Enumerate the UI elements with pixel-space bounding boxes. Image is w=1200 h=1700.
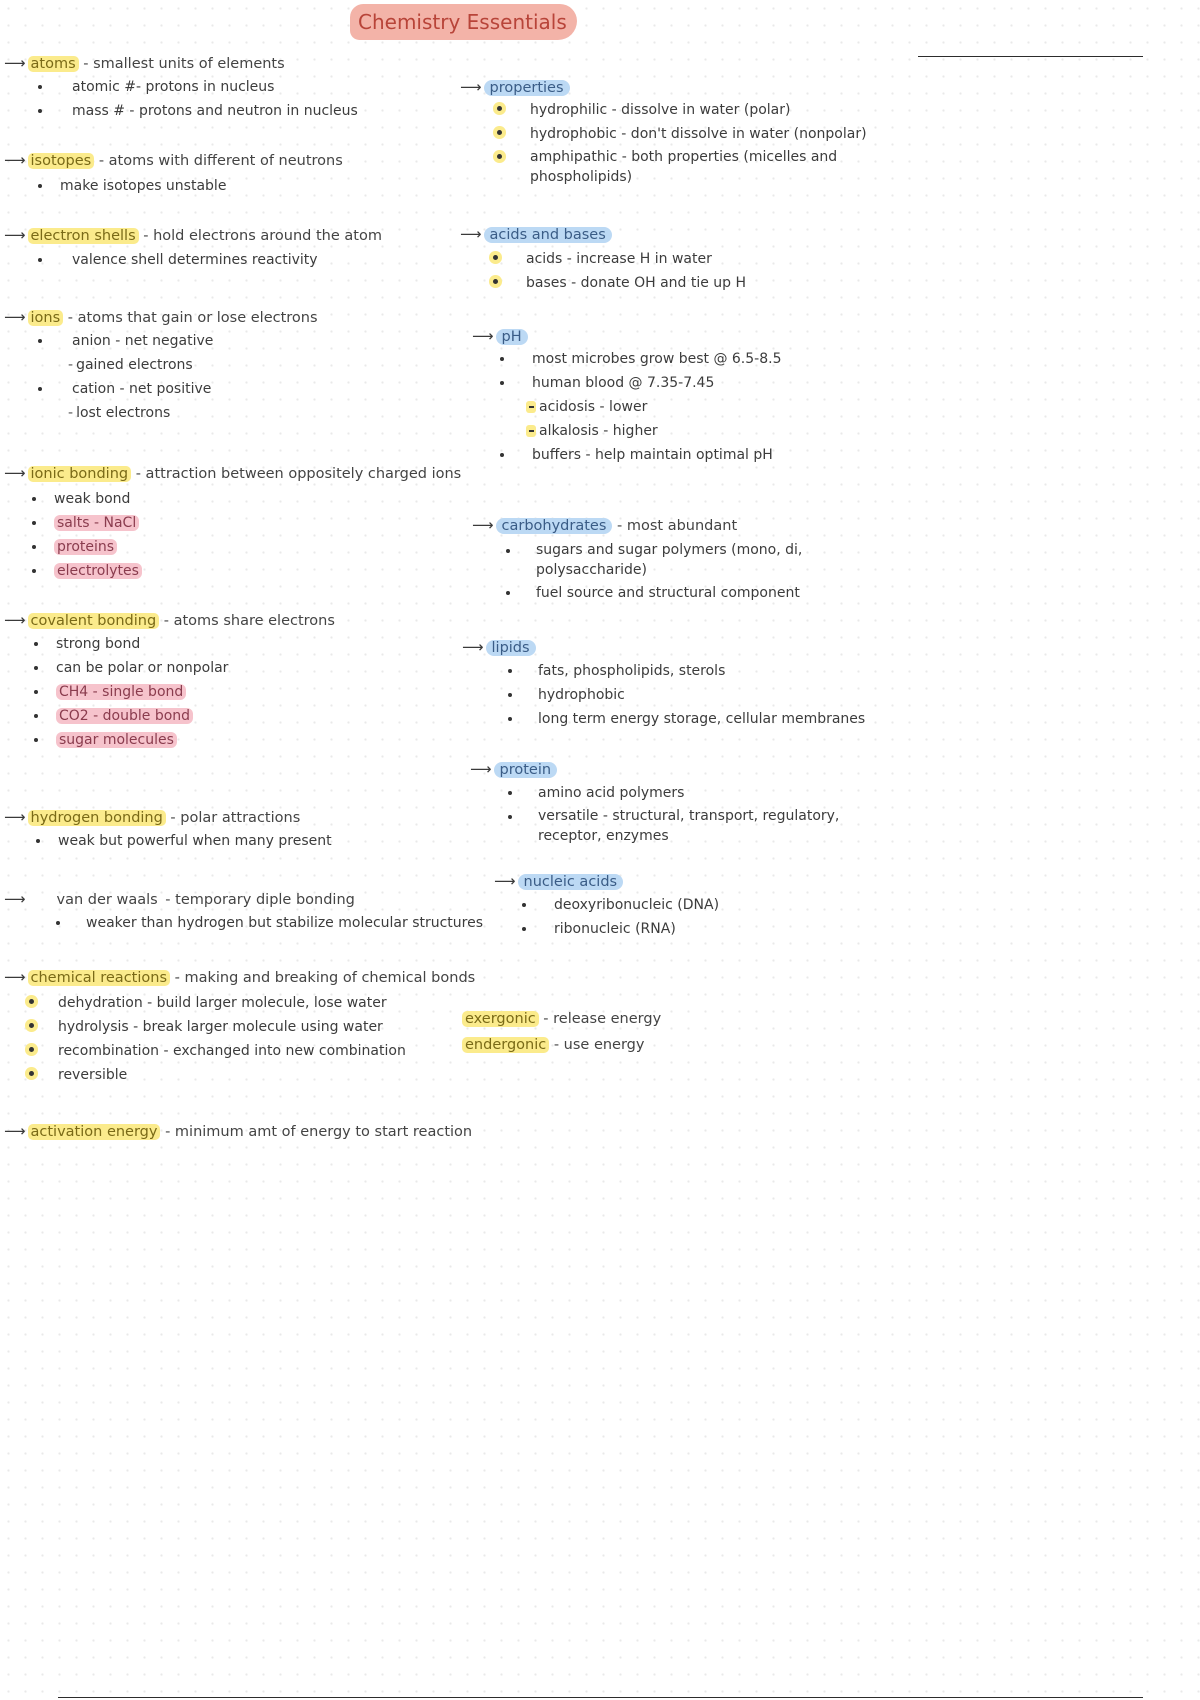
list-acids-and-bases: [490, 248, 746, 296]
arrow-icon: ⟶: [472, 516, 494, 534]
heading-lipids: [462, 636, 536, 659]
arrow-icon: ⟶: [470, 760, 492, 778]
list-chemical-reactions: [26, 992, 406, 1088]
heading-van-der-waals: [4, 888, 355, 911]
list-hydrogen-bonding: [32, 830, 332, 854]
list-item: reversible: [26, 1064, 406, 1086]
list-item: [30, 681, 228, 703]
list-item: [30, 657, 228, 679]
list-item: long term energy storage, cellular membranes: [504, 708, 865, 730]
heading-activation-energy: [4, 1120, 472, 1143]
arrow-icon: ⟶: [460, 78, 482, 96]
list-covalent-bonding: [30, 633, 228, 753]
arrow-icon: ⟶: [4, 1122, 26, 1140]
term-exergonic-line: [462, 1008, 661, 1030]
arrow-icon: ⟶: [4, 611, 26, 629]
list-item-text: gained electrons: [76, 357, 193, 373]
list-item: [30, 633, 228, 655]
term-endergonic-line: [462, 1034, 644, 1056]
term-ions: ions: [28, 310, 64, 326]
arrow-icon: ⟶: [4, 226, 26, 244]
list-item: [34, 354, 213, 376]
def-hydrogen-bonding: - polar attractions: [165, 810, 301, 826]
list-properties: [494, 99, 914, 189]
list-item-text: sugar molecules: [56, 732, 177, 748]
def-endergonic: - use energy: [549, 1037, 645, 1053]
heading-protein: [470, 758, 557, 781]
term-lipids: lipids: [486, 640, 536, 656]
list-item: acids - increase H in water: [490, 248, 746, 270]
arrow-icon: ⟶: [494, 872, 516, 890]
list-van-der-waals: [52, 912, 483, 936]
term-activation-energy: activation energy: [28, 1124, 161, 1140]
list-item: hydrophilic - dissolve in water (polar): [494, 99, 914, 121]
def-ionic-bonding: - attraction between oppositely charged ions: [131, 466, 462, 482]
term-isotopes: isotopes: [28, 153, 95, 169]
list-item: [30, 705, 228, 727]
list-item: [28, 512, 142, 534]
page-title: Chemistry Essentials: [350, 4, 577, 40]
list-item: sugars and sugar polymers (mono, di, polysaccharide): [502, 540, 862, 580]
def-van-der-waals: - temporary diple bonding: [160, 892, 355, 908]
list-item-text: electrolytes: [54, 563, 142, 579]
list-electron-shells: [34, 249, 318, 273]
term-covalent-bonding: covalent bonding: [28, 613, 160, 629]
arrow-icon: ⟶: [460, 225, 482, 243]
def-ions: - atoms that gain or lose electrons: [63, 310, 318, 326]
list-item: [28, 536, 142, 558]
list-item-text: proteins: [54, 539, 117, 555]
term-properties: properties: [484, 80, 570, 96]
arrow-icon: ⟶: [4, 151, 26, 169]
list-item: ribonucleic (RNA): [518, 918, 719, 940]
heading-ph: [472, 325, 528, 348]
list-item-text: weak bond: [54, 491, 131, 507]
heading-acids-and-bases: [460, 223, 612, 246]
arrow-icon: ⟶: [4, 308, 26, 326]
heading-covalent-bonding: [4, 609, 335, 632]
term-endergonic: endergonic: [462, 1037, 549, 1053]
list-item: versatile - structural, transport, regulatory, receptor, enzymes: [504, 806, 904, 846]
list-item: mass # - protons and neutron in nucleus: [34, 100, 358, 122]
arrow-icon: ⟶: [4, 968, 26, 986]
list-item: fuel source and structural component: [502, 582, 862, 604]
term-ph: pH: [496, 329, 528, 345]
list-item: [28, 488, 142, 510]
bottom-rule: [58, 1697, 1143, 1698]
list-item: [496, 420, 781, 442]
def-electron-shells: - hold electrons around the atom: [138, 228, 382, 244]
list-item: hydrolysis - break larger molecule using water: [26, 1016, 406, 1038]
dash-icon: [526, 425, 536, 437]
list-item: cation - net positive: [34, 378, 213, 400]
arrow-icon: ⟶: [462, 638, 484, 656]
dash-icon: -: [68, 357, 74, 373]
list-item: recombination - exchanged into new combination: [26, 1040, 406, 1062]
def-atoms: - smallest units of elements: [78, 56, 285, 72]
term-hydrogen-bonding: hydrogen bonding: [28, 810, 166, 826]
heading-properties: [460, 76, 570, 99]
list-item: deoxyribonucleic (DNA): [518, 894, 719, 916]
def-covalent-bonding: - atoms share electrons: [159, 613, 335, 629]
list-item: bases - donate OH and tie up H: [490, 272, 746, 294]
term-nucleic-acids: nucleic acids: [518, 874, 624, 890]
list-item: weak but powerful when many present: [32, 830, 332, 852]
term-ionic-bonding: ionic bonding: [28, 466, 132, 482]
heading-atoms: [4, 52, 285, 75]
term-atoms: atoms: [28, 56, 79, 72]
def-chemical-reactions: - making and breaking of chemical bonds: [170, 970, 476, 986]
arrow-icon: ⟶: [4, 54, 26, 72]
list-item-text: CH4 - single bond: [56, 684, 186, 700]
list-item: make isotopes unstable: [34, 175, 226, 197]
term-acids-and-bases: acids and bases: [484, 227, 612, 243]
heading-electron-shells: [4, 224, 382, 247]
list-item: [496, 396, 781, 418]
def-carbohydrates: - most abundant: [612, 518, 738, 534]
list-item: dehydration - build larger molecule, lose water: [26, 992, 406, 1014]
list-item-text: alkalosis - higher: [539, 423, 658, 439]
list-item: human blood @ 7.35-7.45: [496, 372, 781, 394]
list-item: fats, phospholipids, sterols: [504, 660, 865, 682]
list-item: valence shell determines reactivity: [34, 249, 318, 271]
heading-nucleic-acids: [494, 870, 623, 893]
term-exergonic: exergonic: [462, 1011, 539, 1027]
heading-hydrogen-bonding: [4, 806, 300, 829]
list-ionic-bonding: [28, 488, 142, 584]
term-chemical-reactions: chemical reactions: [28, 970, 170, 986]
list-item: [34, 402, 213, 424]
list-isotopes: [34, 175, 226, 199]
list-item-text: strong bond: [56, 636, 141, 652]
term-carbohydrates: carbohydrates: [496, 518, 613, 534]
list-lipids: [504, 660, 865, 732]
list-item: amphipathic - both properties (micelles and phospholipids): [494, 147, 914, 187]
def-isotopes: - atoms with different of neutrons: [94, 153, 343, 169]
heading-carbohydrates: [472, 514, 737, 537]
list-item: atomic #- protons in nucleus: [34, 76, 358, 98]
list-item: hydrophobic: [504, 684, 865, 706]
arrow-icon: ⟶: [4, 890, 26, 908]
top-right-rule: [918, 56, 1143, 57]
list-item: weaker than hydrogen but stabilize molecular structures: [52, 912, 483, 934]
list-item: buffers - help maintain optimal pH: [496, 444, 781, 466]
term-electron-shells: electron shells: [28, 228, 139, 244]
heading-ions: [4, 306, 318, 329]
heading-ionic-bonding: [4, 462, 461, 485]
list-item-text: can be polar or nonpolar: [56, 660, 229, 676]
list-item: [28, 560, 142, 582]
heading-isotopes: [4, 149, 343, 172]
list-item: anion - net negative: [34, 330, 213, 352]
list-item-text: CO2 - double bond: [56, 708, 193, 724]
term-protein: protein: [494, 762, 558, 778]
dash-icon: -: [68, 405, 74, 421]
list-nucleic-acids: [518, 894, 719, 942]
list-item: [30, 729, 228, 751]
list-atoms: [34, 76, 358, 124]
list-ph: [496, 348, 781, 468]
list-protein: [504, 782, 904, 848]
arrow-icon: ⟶: [472, 327, 494, 345]
list-item: most microbes grow best @ 6.5-8.5: [496, 348, 781, 370]
list-item: amino acid polymers: [504, 782, 904, 804]
arrow-icon: ⟶: [4, 808, 26, 826]
def-activation-energy: - minimum amt of energy to start reaction: [160, 1124, 473, 1140]
arrow-icon: ⟶: [4, 464, 26, 482]
list-ions: [34, 330, 213, 426]
heading-chemical-reactions: [4, 966, 475, 989]
list-item-text: acidosis - lower: [539, 399, 648, 415]
list-item: hydrophobic - don't dissolve in water (nonpolar): [494, 123, 914, 145]
term-van-der-waals: van der waals: [56, 892, 158, 908]
list-item-text: lost electrons: [76, 405, 171, 421]
list-carbohydrates: [502, 540, 862, 606]
def-exergonic: - release energy: [538, 1011, 662, 1027]
list-item-text: salts - NaCl: [54, 515, 139, 531]
dash-icon: [526, 401, 536, 413]
